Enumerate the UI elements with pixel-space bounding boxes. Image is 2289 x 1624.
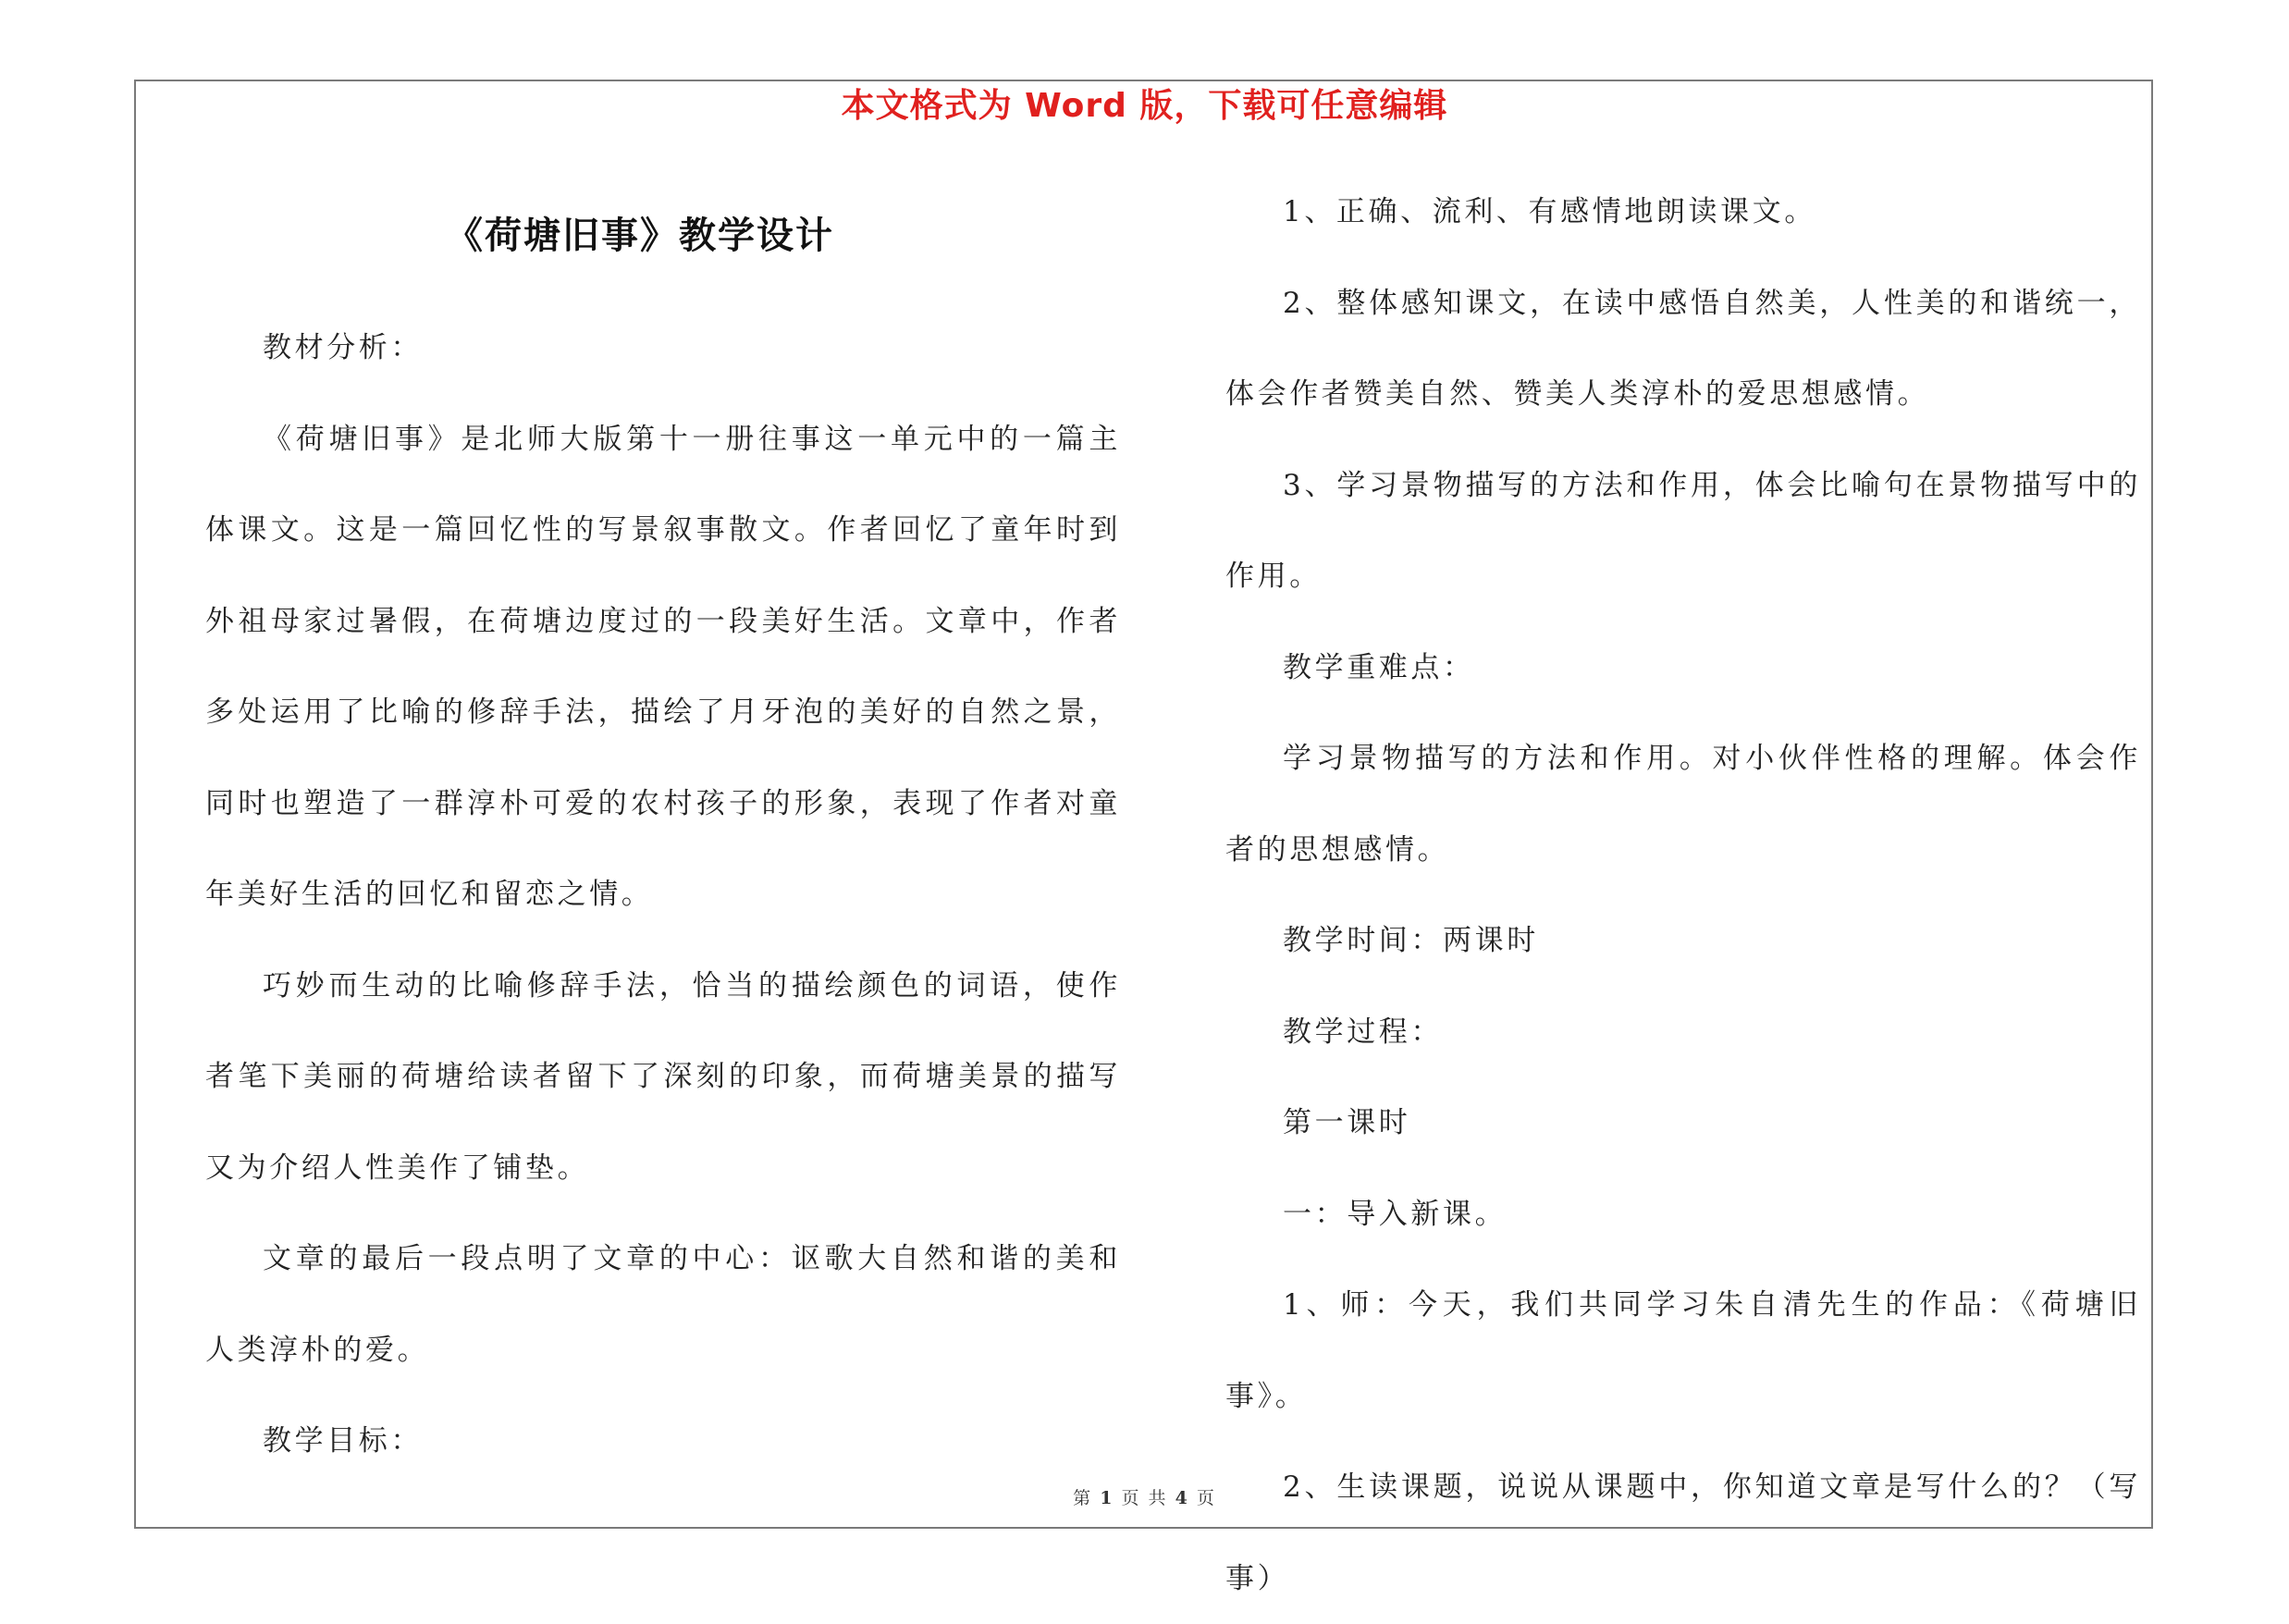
paragraph: 学习景物描写的方法和作用。对小伙伴性格的理解。体会作者的思想感情。 [1225, 742, 2141, 867]
footer-total-pages: 4 [1175, 1488, 1189, 1508]
footer-middle: 页 共 [1121, 1488, 1168, 1508]
paragraph: 教材分析： [263, 331, 423, 364]
footer-suffix: 页 [1196, 1488, 1216, 1508]
paragraph: 1、正确、流利、有感情地朗读课文。 [1283, 195, 1816, 228]
format-banner: 本文格式为 Word 版，下载可任意编辑 [841, 87, 1448, 125]
paragraph: 2、整体感知课文，在读中感悟自然美，人性美的和谐统一，体会作者赞美自然、赞美人类淳朴的爱思想感情。 [1225, 286, 2141, 411]
footer-prefix: 第 [1073, 1488, 1093, 1508]
paragraph: 教学目标： [263, 1424, 423, 1458]
paragraph: 第一课时 [1283, 1106, 1411, 1139]
paragraph: 1、师：今天，我们共同学习朱自清先生的作品：《荷塘旧事》。 [1225, 1288, 2141, 1413]
paragraph: 一：导入新课。 [1283, 1197, 1508, 1231]
paragraph: 教学时间：两课时 [1283, 924, 1539, 957]
right-column [1225, 166, 2141, 1624]
left-column [205, 302, 1121, 1487]
document-title: 《荷塘旧事》教学设计 [446, 215, 834, 257]
paragraph: 文章的最后一段点明了文章的中心：讴歌大自然和谐的美和人类淳朴的爱。 [205, 1242, 1121, 1367]
paragraph: 2、生读课题，说说从课题中，你知道文章是写什么的？（写事） [1225, 1470, 2141, 1595]
paragraph: 教学过程： [1283, 1015, 1443, 1049]
paragraph: 3、学习景物描写的方法和作用，体会比喻句在景物描写中的作用。 [1225, 468, 2141, 593]
page-footer [0, 1484, 2289, 1512]
footer-page-number: 1 [1100, 1488, 1114, 1508]
paragraph: 巧妙而生动的比喻修辞手法，恰当的描绘颜色的词语，使作者笔下美丽的荷塘给读者留下了深刻的印象，而荷塘美景的描写又为介绍人性美作了铺垫。 [205, 968, 1121, 1185]
paragraph: 《荷塘旧事》是北师大版第十一册往事这一单元中的一篇主体课文。这是一篇回忆性的写景叙事散文。作者回忆了童年时到外祖母家过暑假，在荷塘边度过的一段美好生活。文章中，作者多处运用了比喻的修辞手法，描绘了月牙泡的美好的自然之景，同时也塑造了一群淳朴可爱的农村孩子的形象，表现了作者对童年美好生活的回忆和留恋之情。 [205, 422, 1121, 911]
paragraph: 教学重难点： [1283, 650, 1475, 684]
